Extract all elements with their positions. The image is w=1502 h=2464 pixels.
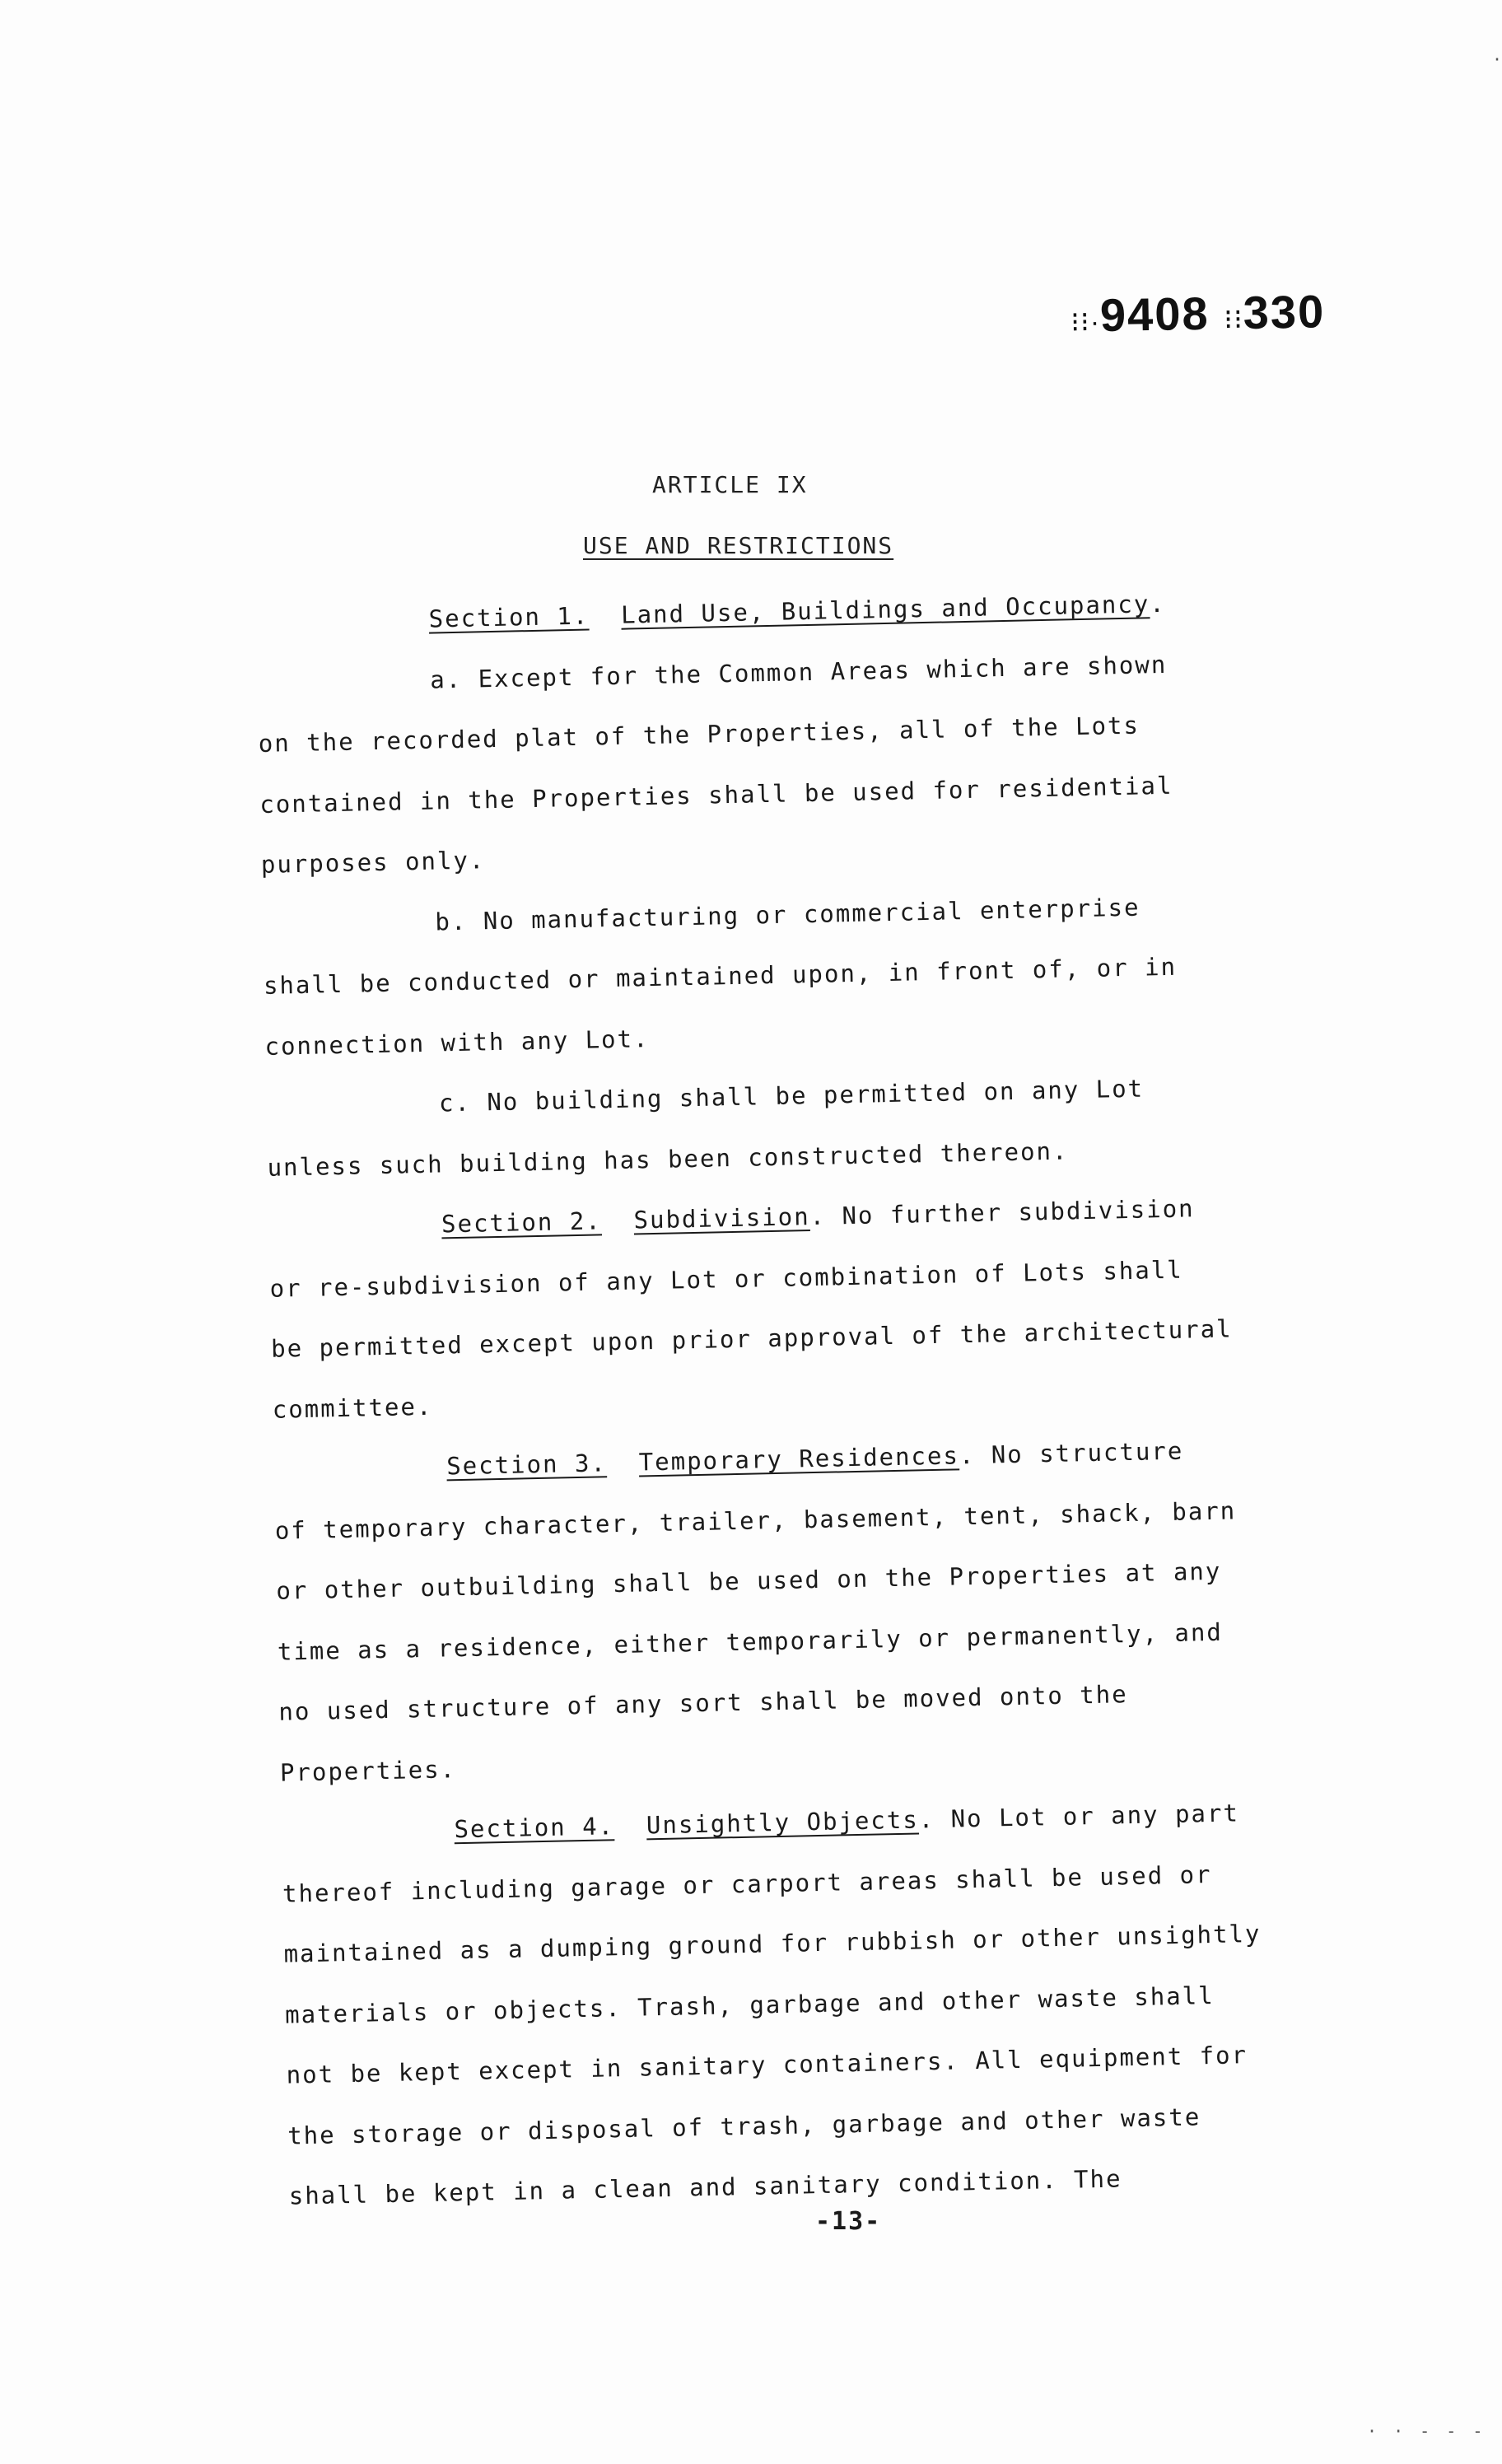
page-reference-number: 330 [1243,285,1326,339]
article-title: ARTICLE IX [652,471,808,498]
section-4-line: shall be kept in a clean and sanitary condition. The [288,2164,1122,2210]
section-3-line: no used structure of any sort shall be moved onto the [278,1680,1128,1726]
section-4-line: not be kept except in sanitary containers. All equipment for [286,2041,1248,2089]
article-subtitle: USE AND RESTRICTIONS [583,532,894,559]
section-3-first-line: . No structure [959,1436,1184,1470]
paragraph-a-line: on the recorded plat of the Properties, all of the Lots [258,711,1140,758]
section-4-first-line: . No Lot or any part [918,1799,1240,1834]
section-1-period: . [1149,589,1167,618]
section-3-line: of temporary character, trailer, basement, tent, shack, barn [274,1496,1237,1545]
section-4-line: maintained as a dumping ground for rubbish or other unsightly [283,1919,1262,1968]
page-number: -13- [815,2207,882,2236]
scan-speck: · [1492,49,1502,69]
book-number: 9408 [1099,287,1210,342]
section-3-line: Properties. [279,1754,457,1787]
section-2-line: or re-subdivision of any Lot or combination of Lots shall [269,1255,1184,1303]
paragraph-b-line: b. No manufacturing or commercial enterprise [435,893,1140,936]
scan-speck: · · ‐ ‐ ‐ [1367,2421,1486,2441]
paragraph-a-line: purposes only. [260,846,486,879]
section-3-label: Section 3. [445,1449,608,1481]
section-2-first-line: . No further subdivision [809,1194,1195,1231]
paragraph-c-line: unless such building has been constructed thereon. [267,1136,1069,1182]
section-1-label: Section 1. [428,601,590,633]
section-2-line: be permitted except upon prior approval of the architectural [270,1314,1233,1363]
section-2-line: committee. [272,1392,433,1424]
book-prefix: ⁝⁝· [1070,306,1101,338]
section-3-title: Temporary Residences [638,1441,960,1477]
book-separator: ⁝⁝ [1223,304,1244,336]
section-2-title: Subdivision [633,1202,810,1234]
section-4-line: thereof including garage or carport areas shall be used or [282,1860,1212,1908]
paragraph-b-line: shall be conducted or maintained upon, in front of, or in [263,952,1178,1000]
paragraph-c-line: c. No building shall be permitted on any Lot [438,1074,1145,1118]
paragraph-a-line: a. Except for the Common Areas which are shown [429,650,1168,694]
paragraph-b-line: connection with any Lot. [264,1024,650,1061]
book-page-reference [1070,284,1325,342]
section-4-line: materials or objects. Trash, garbage and other waste shall [284,1981,1215,2029]
document-body [255,570,1384,2227]
section-4-label: Section 4. [454,1812,615,1844]
paragraph-a-line: contained in the Properties shall be used for residential [259,771,1173,819]
section-3-line: or other outbuilding shall be used on the Properties at any [276,1556,1222,1605]
section-3-line: time as a residence, either temporarily or permanently, and [277,1617,1224,1666]
section-2-label: Section 2. [441,1206,603,1239]
section-1-title: Land Use, Buildings and Occupancy [620,590,1150,629]
section-4-line: the storage or disposal of trash, garbage and other waste [287,2102,1201,2150]
section-4-title: Unsightly Objects [646,1805,920,1840]
